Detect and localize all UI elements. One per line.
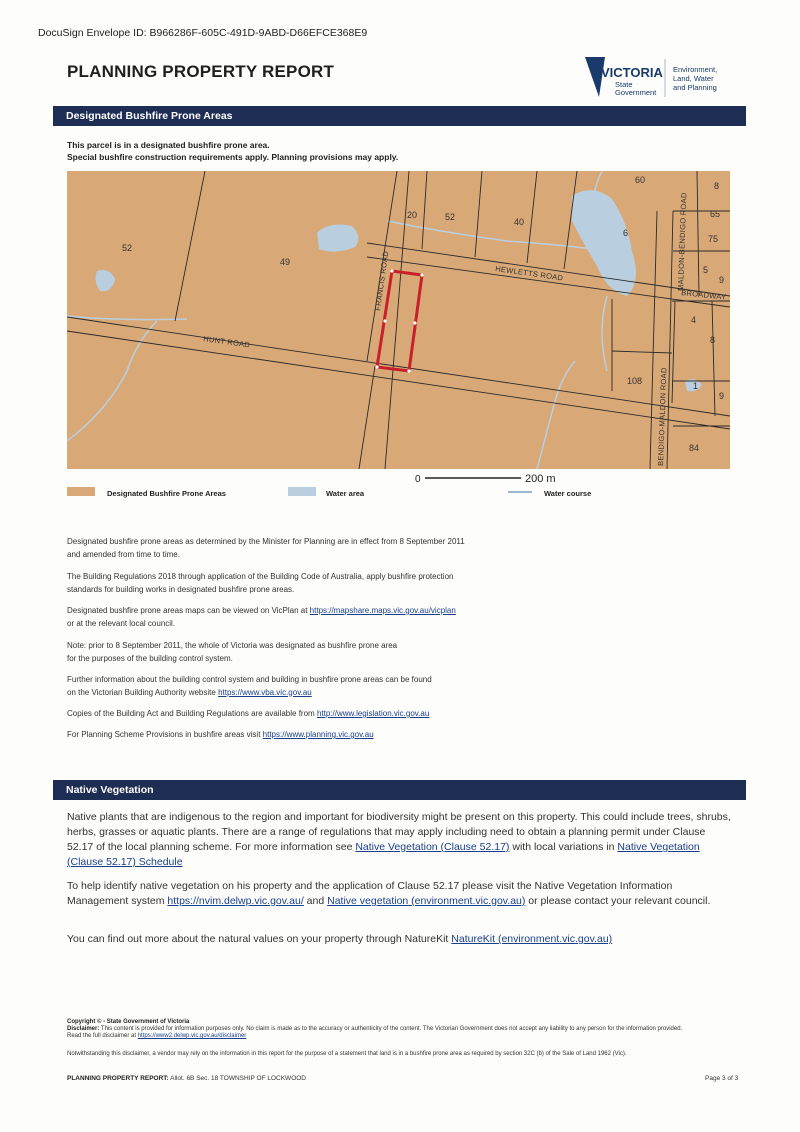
bushfire-map[interactable] [67,171,730,469]
info-paragraph: Designated bushfire prone areas as determined by the Minister for Planning are in effect from 8 September 2011 and amended from time to time. [67,537,465,559]
info-paragraph: Copies of the Building Act and Building Regulations are available from http://www.legislation.vic.gov.au [67,709,430,718]
logo-dept3: and Planning [673,83,717,92]
info-paragraph: The Building Regulations 2018 through application of the Building Code of Australia, apply bushfire protection standards for building works in designated bushfire prone areas. [67,572,454,594]
road-label: BROADWAY [680,288,727,302]
planning-link[interactable]: https://www.planning.vic.gov.au [262,730,374,739]
bushfire-status-line1: This parcel is in a designated bushfire prone area. [67,140,270,150]
parcel-label: 52 [445,212,456,222]
info-paragraph: Note: prior to 8 September 2011, the whole of Victoria was designated as bushfire prone area for the purposes of the building control system. [67,641,398,663]
logo-sub2: Government [615,88,657,97]
footer-notwithstanding: Notwithstanding this disclaimer, a vendor may rely on the information in this report for the purpose of a statement that land is in a bushfire prone area as required by section 32C (b) of the Sale of Land 1962 (Vic). [67,1051,627,1057]
road-label: FRANCIS ROAD [373,250,391,312]
legend-swatch-watercourse [508,491,532,493]
footer-report-ref: PLANNING PROPERTY REPORT: Allot. 6B Sec. 18 TOWNSHIP OF LOCKWOOD [67,1075,306,1082]
bushfire-status-line2: Special bushfire construction requirements apply. Planning provisions may apply. [67,152,399,162]
envelope-id: DocuSign Envelope ID: B966286F-605C-491D-9ABD-D66EFCE368E9 [38,27,368,39]
parcel-label: 52 [122,243,133,253]
parcel-label: 9 [719,391,725,401]
legend-bushfire: Designated Bushfire Prone Areas [107,489,226,498]
legislation-link[interactable]: http://www.legislation.vic.gov.au [316,709,430,718]
native-veg-paragraph: Native plants that are indigenous to the region and important for biodiversity might be present on this property. This could include trees, shrubs, herbs, grasses or aquatic plants. There are a range of regulations that may apply including need to obtain a planning permit under Clause 52.17 of the local planning scheme. For more information see Native Vegetation (Clause 52.17) with local variations in Native Vegetation (Clause 52.17) Schedule [67,811,731,868]
logo-dept1: Environment, [673,65,718,74]
parcel-label: 108 [627,376,643,386]
legend-water-course: Water course [544,489,592,498]
info-paragraph: For Planning Scheme Provisions in bushfire areas visit https://www.planning.vic.gov.au [67,730,374,739]
parcel-label: 4 [691,315,697,325]
parcel-label: 8 [710,335,716,345]
logo-sub1: State [615,80,633,89]
disclaimer-link[interactable]: https://www2.delwp.vic.gov.au/disclaimer [137,1033,247,1039]
legend-water-area: Water area [326,489,365,498]
parcel-label: 65 [710,209,721,219]
footer-disclaimer: Copyright © - State Government of Victoria Disclaimer: This content is provided for information purposes only. No claim is made as to the accuracy or authenticity of the content. The Victorian Government does not accept any liability to any person for the information provided. Read the full disclaimer at https://www2.delwp.vic.gov.au/disclaimer [67,1019,683,1039]
legend-swatch-bushfire [67,487,95,496]
info-paragraph: Further information about the building control system and building in bushfire prone areas can be found on the Victorian Building Authority website https://www.vba.vic.gov.au [67,675,432,697]
logo-brand: VICTORIA [601,65,663,80]
parcel-label: 1 [693,381,699,391]
native-veg-paragraph: You can find out more about the natural values on your property through NatureKit NatureKit (environment.vic.gov.au) [67,933,613,945]
parcel-label: 9 [719,275,725,285]
parcel-label: 8 [714,181,720,191]
nvim-link[interactable]: https://nvim.delwp.vic.gov.au/ [167,895,304,907]
parcel-label: 40 [514,217,525,227]
native-veg-paragraph: To help identify native vegetation on his property and the application of Clause 52.17 please visit the Native Vegetation Information Management system https://nvim.delwp.vic.gov.au/ and Native vegetation (environment.vic.gov.au) or please contact your relevant council. [67,880,711,907]
native-vegetation-link[interactable]: Native vegetation (environment.vic.gov.au) [327,895,526,907]
water-area [317,225,358,252]
scale-start: 0 [415,474,421,484]
scale-end: 200 m [525,473,556,484]
page-title: PLANNING PROPERTY REPORT [67,62,335,81]
parcel-label: 5 [703,265,709,275]
section-heading-native-vegetation: Native Vegetation [53,780,746,800]
map-scale-bar [415,472,575,484]
parcel-label: 75 [708,234,719,244]
clause-5217-schedule-link[interactable]: Native Vegetation (Clause 52.17) Schedule [67,841,700,868]
vicplan-link[interactable]: https://mapshare.maps.vic.gov.au/vicplan [309,606,456,615]
section-heading-bushfire: Designated Bushfire Prone Areas [53,106,746,126]
parcel-label: 84 [689,443,700,453]
parcel-label: 6 [623,228,629,238]
legend-swatch-water [288,487,316,496]
road-label: MALDON-BENDIGO ROAD [676,192,689,292]
parcel-label: 20 [407,210,418,220]
logo-dept2: Land, Water [673,74,714,83]
road-label: BENDIGO-MALDON ROAD [656,367,669,467]
page-number: Page 3 of 3 [705,1075,739,1082]
parcel-label: 60 [635,175,646,185]
naturekit-link[interactable]: NatureKit (environment.vic.gov.au) [451,933,613,945]
vba-link[interactable]: https://www.vba.vic.gov.au [218,687,312,697]
clause-5217-link[interactable]: Native Vegetation (Clause 52.17) [355,841,510,853]
victoria-government-logo [585,55,745,100]
info-paragraph: Designated bushfire prone areas maps can be viewed on VicPlan at https://mapshare.maps.vic.gov.au/vicplan or at the relevant local council. [67,606,456,628]
road-label: HEWLETTS ROAD [494,264,564,283]
parcel-label: 49 [280,257,291,267]
road-label: HUNT ROAD [202,334,251,350]
